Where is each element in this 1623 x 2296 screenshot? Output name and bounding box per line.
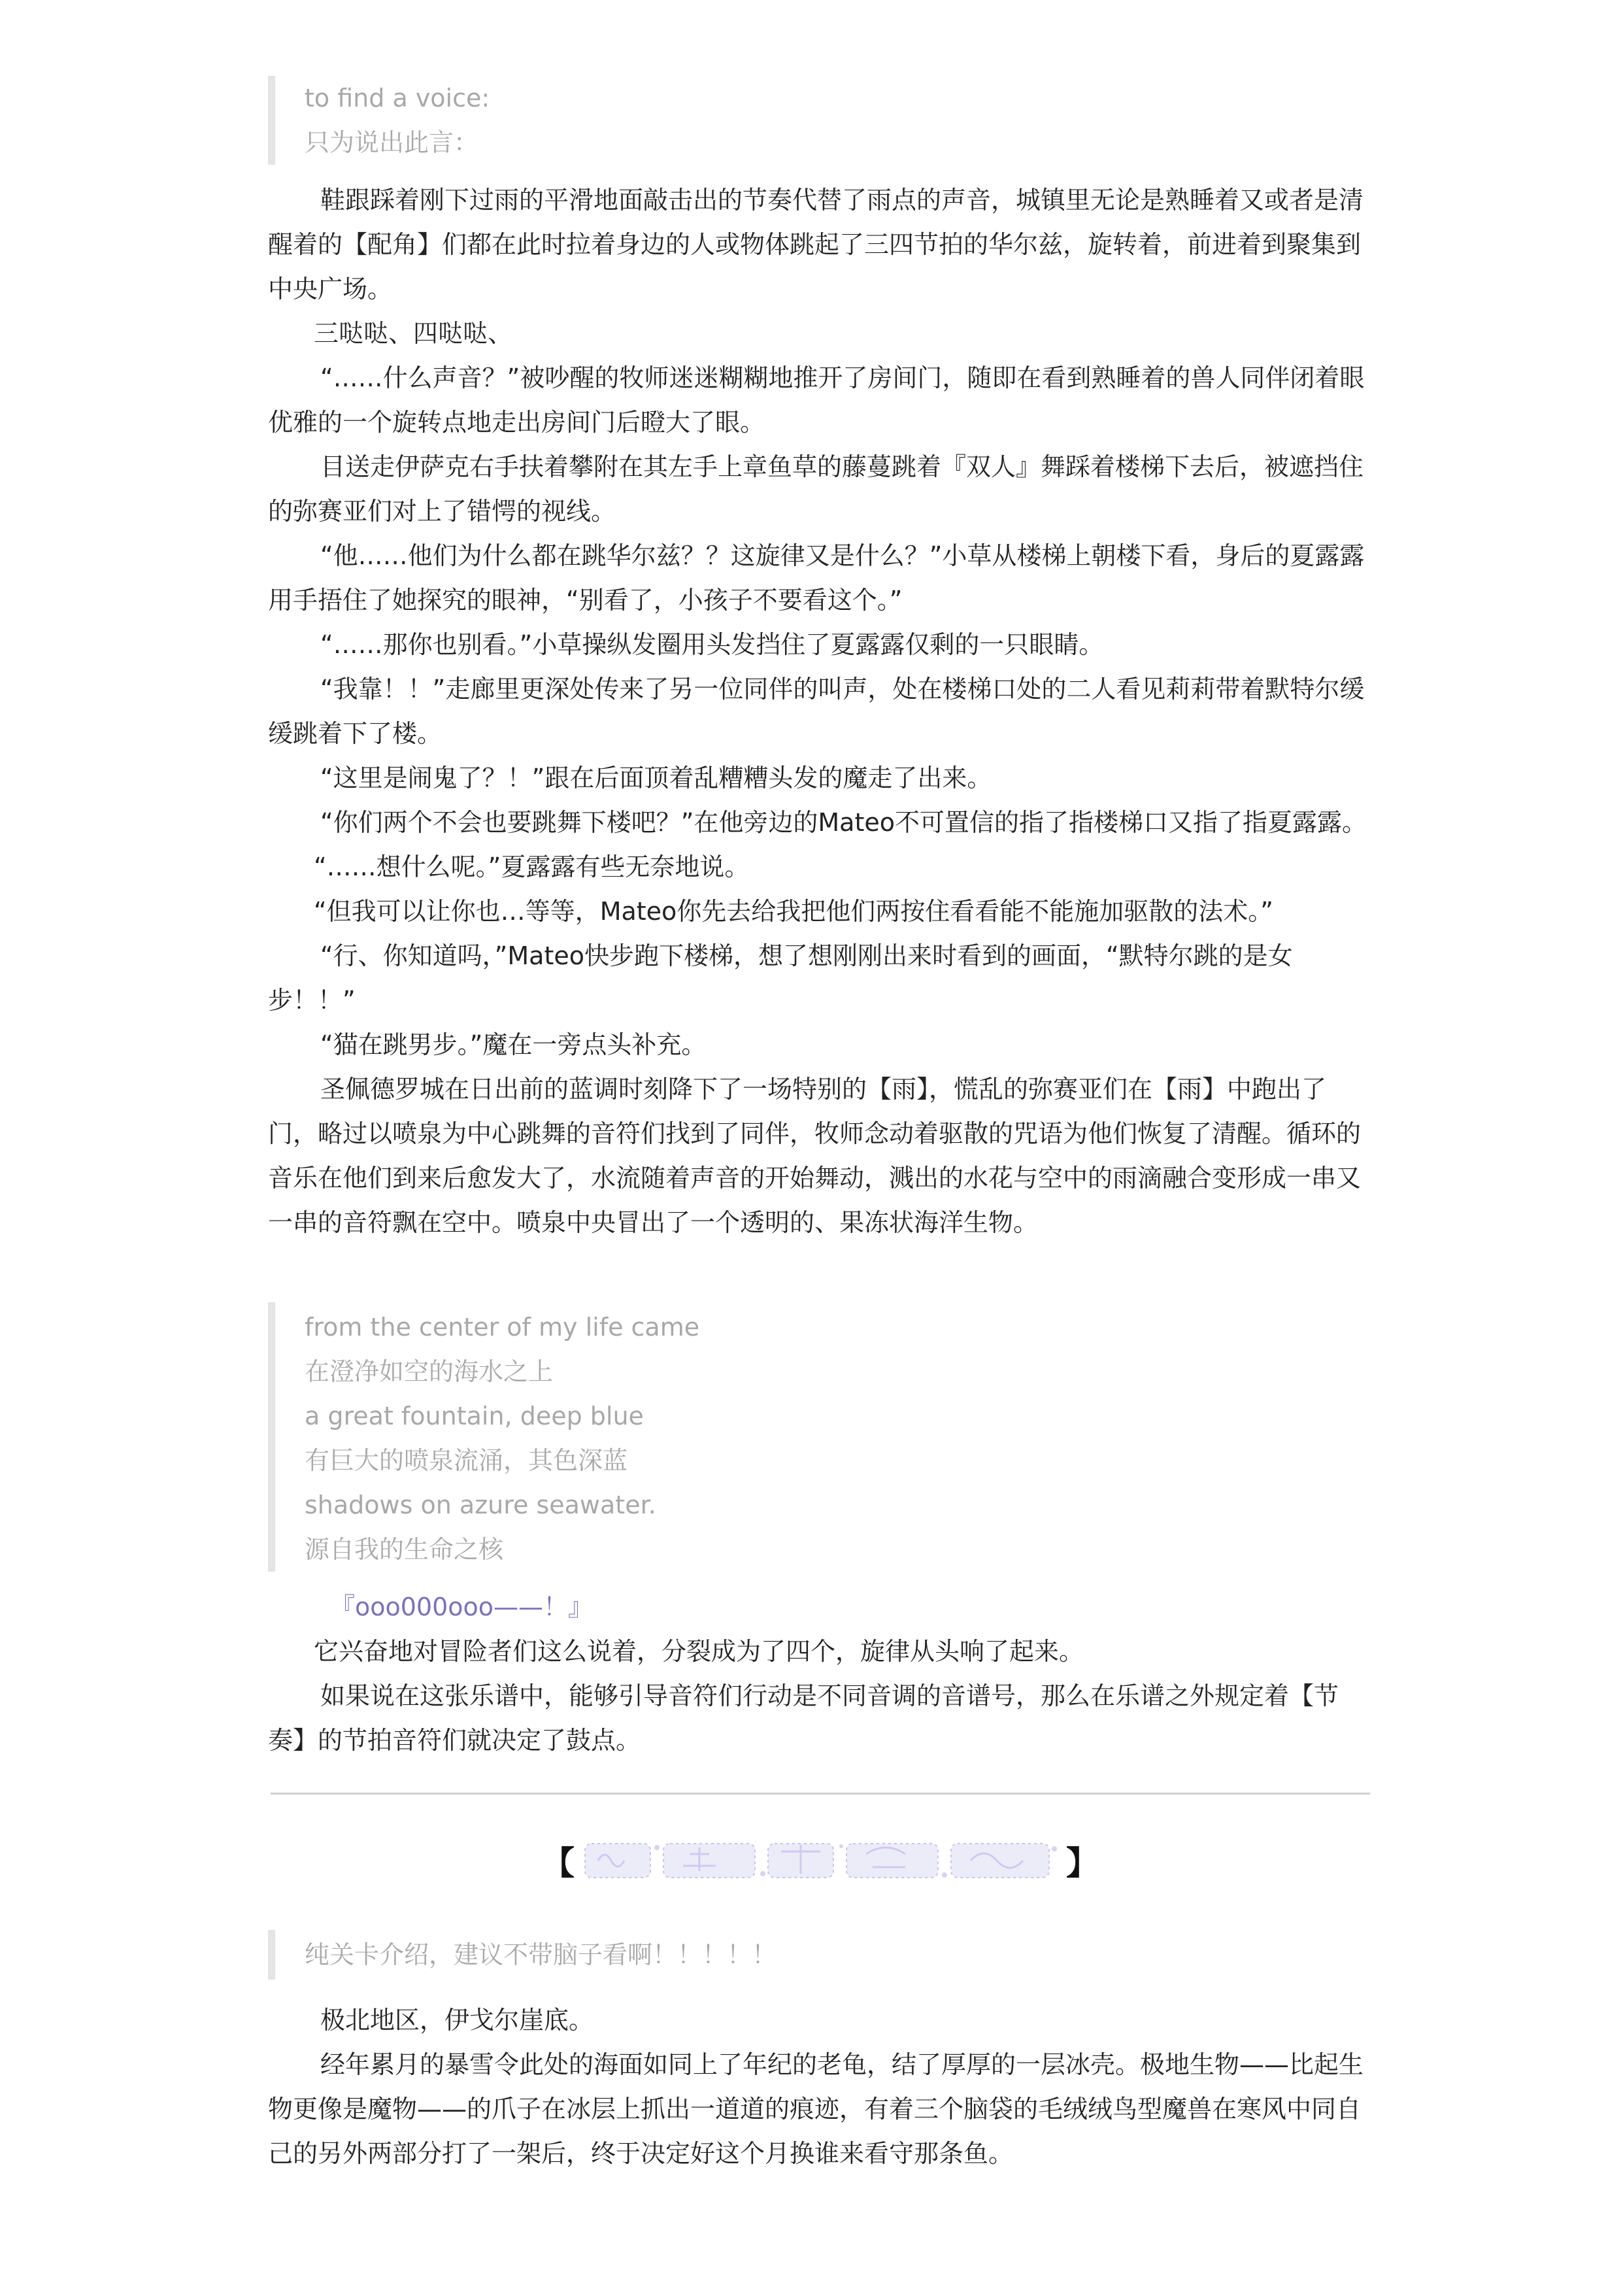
quote-line: 纯关卡介绍，建议不带脑子看啊！！！！！ [305,1940,777,1969]
paragraph: “猫在跳男步。”魔在一旁点头补充。 [320,1030,707,1059]
paragraph: 圣佩德罗城在日出前的蓝调时刻降下了一场特别的【雨】，慌乱的弥赛亚们在【雨】中跑出了门，略过以喷泉为中心跳舞的音符们找到了同伴，牧师念动着驱散的咒语为他们恢复了清醒。循环的音乐在他们到来后愈发大了，水流随着声音的开始舞动，溅出的水花与空中的雨滴融合变形成一串又一串的音符飘在空中。喷泉中央冒出了一个透明的、果冻状海洋生物。 [268,1075,1362,1237]
paragraph: 如果说在这张乐谱中，能够引导音符们行动是不同音调的音谱号，那么在乐谱之外规定着【节奏】的节拍音符们就决定了鼓点。 [268,1681,1339,1755]
quote-line: 只为说出此言： [305,128,479,157]
paragraph: 极北地区，伊戈尔崖底。 [320,2006,594,2034]
quote-line: to find a voice: [305,84,490,112]
paragraph: 经年累月的暴雪令此处的海面如同上了年纪的老龟，结了厚厚的一层冰壳。极地生物——比起生物更像是魔物——的爪子在冰层上抓出一道道的痕迹，有着三个脑袋的毛绒绒鸟型魔兽在寒风中同自己的另外两部分打了一架后，终于决定好这个月换谁来看守那条鱼。 [268,2050,1364,2168]
section-heading [542,1834,1099,1887]
blockquote-lyrics [268,1302,1373,1572]
body-text-section-1 [268,178,1373,1245]
heading-bracket-left: 【 [542,1844,575,1882]
paragraph: “我靠！！”走廊里更深处传来了另一位同伴的叫声，处在楼梯口处的二人看见莉莉带着默特尔缓缓跳着下了楼。 [268,675,1365,748]
body-text-section-3 [268,1998,1373,2176]
paragraph: “行、你知道吗，”Mateo快步跑下楼梯，想了想刚刚出来时看到的画面，“默特尔跳的是女步！！” [268,941,1293,1015]
blockquote-note [268,1930,1373,1980]
paragraph: 鞋跟踩着刚下过雨的平滑地面敲击出的节奏代替了雨点的声音，城镇里无论是熟睡着又或者是清醒着的【配角】们都在此时拉着身边的人或物体跳起了三四节拍的华尔兹，旋转着，前进着到聚集到中央广场。 [268,186,1364,303]
paragraph: “……想什么呢。”夏露露有些无奈地说。 [314,853,750,881]
paragraph: 它兴奋地对冒险者们这么说着，分裂成为了四个，旋律从头响了起来。 [314,1637,1084,1666]
quote-line: 源自我的生命之核 [305,1535,504,1564]
paragraph: “你们两个不会也要跳舞下楼吧？”在他旁边的Mateo不可置信的指了指楼梯口又指了指夏露露。 [320,808,1367,837]
quote-line: 在澄净如空的海水之上 [305,1357,554,1386]
paragraph: “……什么声音？”被吵醒的牧师迷迷糊糊地推开了房间门，随即在看到熟睡着的兽人同伴闭着眼优雅的一个旋转点地走出房间门后瞪大了眼。 [268,363,1365,437]
quote-line: a great fountain, deep blue [305,1402,644,1430]
paragraph: 三哒哒、四哒哒、 [314,319,513,348]
quote-line: shadows on azure seawater. [305,1491,656,1519]
quote-line: from the center of my life came [305,1313,700,1342]
heading-bracket-right: 】 [1066,1844,1099,1882]
paragraph: “……那你也别看。”小草操纵发圈用头发挡住了夏露露仅剩的一只眼睛。 [320,630,1104,659]
paragraph: “这里是闹鬼了？！”跟在后面顶着乱糟糟头发的魔走了出来。 [320,764,992,792]
paragraph: “但我可以让你也…等等，Mateo你先去给我把他们两按住看看能不能施加驱散的法术。” [314,897,1273,926]
paragraph: 目送走伊萨克右手扶着攀附在其左手上章鱼草的藤蔓跳着『双人』舞踩着楼梯下去后，被遮挡住的弥赛亚们对上了错愕的视线。 [268,452,1364,526]
decorative-title-art [578,1834,1062,1887]
blockquote-top [268,76,1373,165]
paragraph: “他……他们为什么都在跳华尔兹？？这旋律又是什么？”小草从楼梯上朝楼下看，身后的夏露露用手捂住了她探究的眼神，“别看了，小孩子不要看这个。” [268,541,1365,615]
creature-speech: 『ooo000ooo——！』 [330,1593,594,1621]
body-text-section-2 [268,1585,1373,1763]
section-divider [271,1793,1370,1795]
decorative-title-image [578,1834,1062,1887]
quote-line: 有巨大的喷泉流涌，其色深蓝 [305,1446,628,1475]
